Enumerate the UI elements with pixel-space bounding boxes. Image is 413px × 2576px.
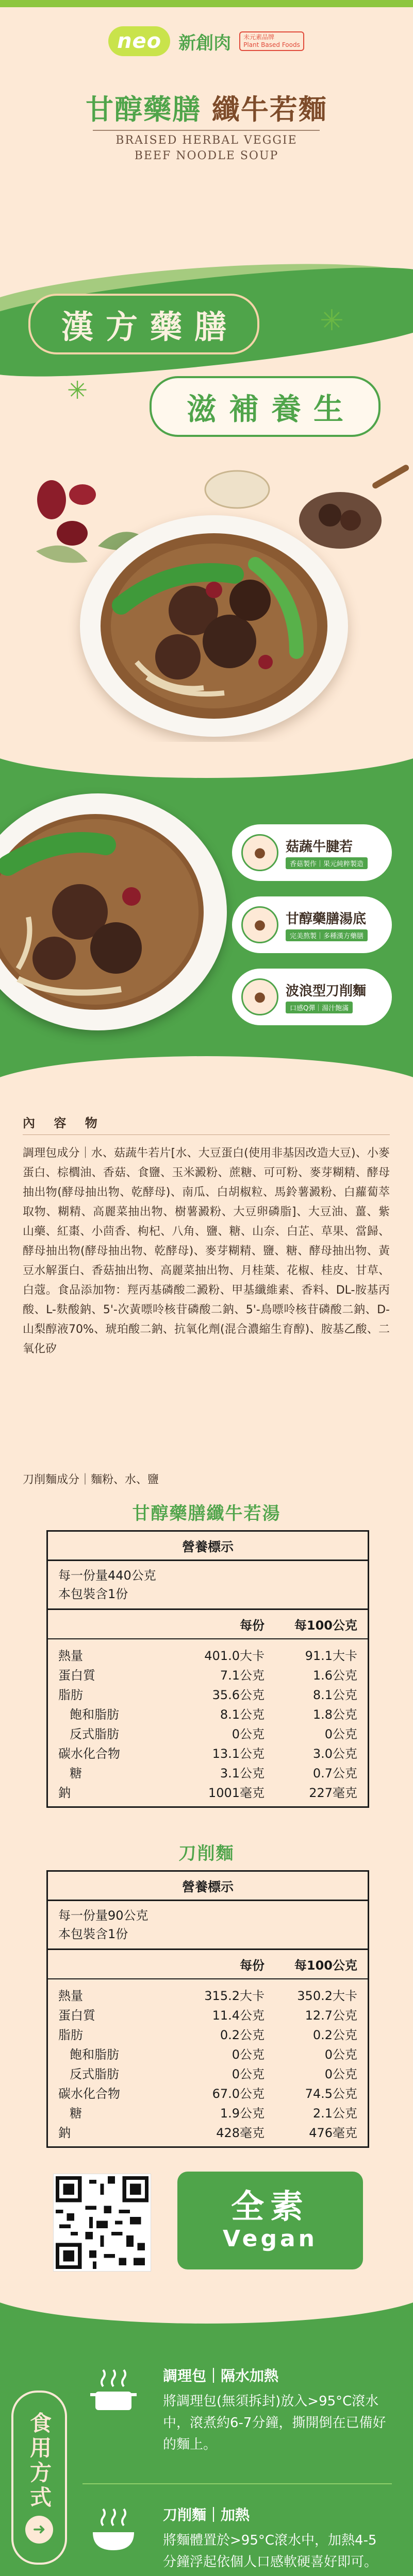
cooking-step-2 <box>163 2504 390 2573</box>
nutrient-name: 鈉 <box>58 1785 71 1800</box>
feature-title: 菇蔬牛腱若 <box>286 839 353 855</box>
feature-icon: ● <box>241 978 278 1015</box>
nutrient-per-100g: 74.5公克 <box>305 2086 357 2101</box>
nutrient-name: 反式脂肪 <box>70 1726 119 1741</box>
nutrient-name: 糖 <box>70 2106 82 2121</box>
nutrient-per-100g: 91.1大卡 <box>305 1648 357 1663</box>
nutrient-per-serving: 0公克 <box>232 1726 265 1741</box>
nutrient-name: 熱量 <box>58 1648 83 1663</box>
nutrition-soup-heading: 甘醇藥膳纖牛若湯 <box>132 1503 281 1524</box>
nutrient-per-serving: 8.1公克 <box>220 1707 265 1722</box>
nutrient-per-serving: 428毫克 <box>216 2125 265 2140</box>
nutrient-name: 碳水化合物 <box>58 2086 120 2101</box>
nutrition-row <box>48 2063 368 2082</box>
nutrition-row <box>48 2122 368 2141</box>
nutrient-per-100g: 0.2公克 <box>312 2027 357 2042</box>
subtitle-line1: BRAISED HERBAL VEGGIE <box>115 134 298 147</box>
nutrition-noodle-heading: 刀削麵 <box>178 1843 235 1864</box>
nutrient-per-serving: 11.4公克 <box>212 2008 265 2023</box>
nutrient-name: 熱量 <box>58 1988 83 2003</box>
nutrient-per-serving: 315.2大卡 <box>204 1988 265 2003</box>
qr-code-image <box>56 2176 148 2269</box>
serving-size: 每一份量90公克 <box>58 1908 148 1923</box>
nutrient-name: 蛋白質 <box>58 1668 95 1683</box>
nutrition-row <box>48 2102 368 2122</box>
vegan-label-en: Vegan <box>223 2225 318 2252</box>
cooking-method-label: 食用方式 <box>27 2412 52 2511</box>
ingredients-divider <box>23 1134 390 1135</box>
product-subtitle <box>0 133 413 164</box>
wave-top <box>0 2287 413 2324</box>
nutrient-per-100g: 2.1公克 <box>312 2106 357 2121</box>
nutrient-per-100g: 12.7公克 <box>305 2008 357 2023</box>
nutrient-name: 碳水化合物 <box>58 1746 120 1761</box>
nutrition-rows <box>48 1979 368 2146</box>
seal-nourish <box>150 376 381 437</box>
nutrient-per-serving: 3.1公克 <box>220 1766 265 1781</box>
feature-badge: 香菇製作｜果元純粹製造 <box>286 857 368 869</box>
nutrient-per-100g: 476毫克 <box>309 2125 357 2140</box>
features-section <box>0 742 413 1092</box>
cooking-step-title: 刀削麵｜加熱 <box>163 2506 250 2523</box>
nutrient-per-100g: 1.6公克 <box>312 1668 357 1683</box>
noodle-toppings <box>101 533 327 719</box>
nutrient-per-100g: 1.8公克 <box>312 1707 357 1722</box>
nutrition-row <box>48 2082 368 2102</box>
serving-info <box>48 1901 368 1950</box>
nutrition-soup-table <box>46 1530 369 1808</box>
feature-badge: 完美熬製｜多種漢方藥膳 <box>286 929 368 941</box>
nutrient-name: 脂肪 <box>58 1687 83 1702</box>
feature-icon: ● <box>241 834 278 871</box>
nutrition-column-header <box>48 1950 368 1979</box>
col-per-100g: 每100公克 <box>294 1618 357 1633</box>
nutrition-row <box>48 1703 368 1723</box>
cooking-method-badge <box>11 2391 67 2565</box>
top-stripe <box>0 0 413 7</box>
wave-bottom <box>0 1056 413 1092</box>
nutrition-row <box>48 1762 368 1782</box>
brand-tag <box>239 31 304 51</box>
servings-per-pack: 本包裝含1份 <box>58 1927 128 1941</box>
product-title <box>0 88 413 127</box>
vegan-badge <box>177 2172 363 2269</box>
nutrient-per-serving: 401.0大卡 <box>204 1648 265 1663</box>
title-divider <box>93 130 320 131</box>
sparkle-icon: ✳ <box>320 304 344 337</box>
nutrition-row <box>48 2043 368 2063</box>
subtitle-line2: BEEF NOODLE SOUP <box>134 149 279 162</box>
nutrient-name: 飽和脂肪 <box>70 2047 119 2062</box>
nutrient-name: 反式脂肪 <box>70 2066 119 2081</box>
product-title-part2: 纖牛若麵 <box>211 93 327 126</box>
nutrient-per-100g: 8.1公克 <box>312 1687 357 1702</box>
feature-tag <box>232 969 392 1025</box>
brand-header <box>103 21 309 62</box>
nutrient-per-100g: 0公克 <box>324 2047 357 2062</box>
nutrition-row <box>48 1723 368 1742</box>
nutrient-per-100g: 0.7公克 <box>312 1766 357 1781</box>
hero-section <box>0 0 413 742</box>
nutrient-per-serving: 0公克 <box>232 2047 265 2062</box>
nutrition-row <box>48 2004 368 2024</box>
nutrition-soup-section <box>0 1499 413 1834</box>
nutrient-per-serving: 1.9公克 <box>220 2106 265 2121</box>
qr-code[interactable] <box>54 2174 151 2271</box>
wave-top <box>0 742 413 778</box>
feature-tag <box>232 824 392 881</box>
ingredients-heading: 內 容 物 <box>23 1116 105 1130</box>
seal-herbal-text: 漢方藥膳 <box>61 308 239 346</box>
boiling-pot-icon <box>88 2365 139 2416</box>
col-per-serving: 每份 <box>240 1958 265 1973</box>
nutrition-table-title: 營養標示 <box>48 1532 368 1561</box>
cooking-step-title: 調理包｜隔水加熱 <box>163 2367 279 2384</box>
nutrition-row <box>48 1664 368 1684</box>
nutrition-row <box>48 1645 368 1664</box>
col-per-serving: 每份 <box>240 1618 265 1633</box>
cooking-step-1 <box>163 2365 390 2455</box>
nutrient-per-serving: 0公克 <box>232 2066 265 2081</box>
cooking-divider <box>82 2483 392 2484</box>
vegan-label-zh: 全素 <box>231 2188 309 2227</box>
nutrient-per-serving: 13.1公克 <box>212 1746 265 1761</box>
seal-herbal <box>28 294 259 354</box>
sparkle-icon: ✳ <box>67 376 88 405</box>
nutrient-per-serving: 1001毫克 <box>208 1785 265 1800</box>
nutrient-per-100g: 227毫克 <box>309 1785 357 1800</box>
nutrition-row <box>48 2024 368 2043</box>
noodle-bowl-icon <box>88 2504 139 2555</box>
feature-tag <box>232 896 392 953</box>
servings-per-pack: 本包裝含1份 <box>58 1587 128 1601</box>
brand-name: 新創肉 <box>178 32 232 54</box>
nutrient-name: 飽和脂肪 <box>70 1707 119 1722</box>
nutrient-per-100g: 0公克 <box>324 2066 357 2081</box>
serving-size: 每一份量440公克 <box>58 1568 156 1583</box>
neo-logo: neo <box>108 26 170 56</box>
nutrient-per-100g: 0公克 <box>324 1726 357 1741</box>
nutrient-per-serving: 67.0公克 <box>212 2086 265 2101</box>
nutrition-noodle-section <box>0 1839 413 2174</box>
cooking-section <box>0 2287 413 2576</box>
ingredients-text: 調理包成分｜水、菇蔬牛若片[水、大豆蛋白(使用非基因改造大豆)、小麥蛋白、棕櫚油、香菇、食鹽、玉米澱粉、蔗糖、可可粉、麥芽糊精、酵母抽出物(酵母抽出物、乾酵母)、南瓜、白胡椒粒、馬鈴薯澱粉、白蘿蔔萃取物、糊精、高麗菜抽出物、樹薯澱粉、大豆卵磷脂]、大豆油、薑、紫山藥、紅棗、小茴香、枸杞、八角、鹽、糖、山奈、白芷、草果、當歸、酵母抽出物(酵母抽出物、乾酵母)、麥芽糊精、鹽、糖、酵母抽出物、黃豆水解蛋白、香菇抽出物、高麗菜抽出物、月桂葉、花椒、桂皮、甘草、白蔻。食品添加物：羥丙基磷酸二澱粉、甲基纖維素、香料、DL-胺基丙酸、L-麩酸鈉、5'-次黃嘌呤核苷磷酸二鈉、5'-鳥嘌呤核苷磷酸二鈉、D-山梨醇液70%、琥珀酸二鈉、抗氧化劑(混合濃縮生育醇)、胺基乙酸、二氧化矽 <box>23 1147 390 1355</box>
nutrient-per-100g: 350.2大卡 <box>297 1988 357 2003</box>
nutrient-per-100g: 3.0公克 <box>312 1746 357 1761</box>
feature-icon: ● <box>241 906 278 943</box>
brand-tag-line1: 未元素品牌 <box>243 33 275 41</box>
nutrition-row <box>48 1684 368 1703</box>
serving-info <box>48 1561 368 1610</box>
seal-nourish-text: 滋補養生 <box>186 392 356 427</box>
feature-badge: 口感Q彈｜湯汁飽滿 <box>286 1002 353 1013</box>
arrow-right-icon: ➜ <box>25 2516 53 2544</box>
nutrition-row <box>48 1742 368 1762</box>
herb-slice-illustration <box>201 464 273 515</box>
cooking-step-desc: 將調理包(無須拆封)放入>95°C滾水中，滾煮約6-7分鐘，撕開倒在已備好的麵上。 <box>163 2394 386 2452</box>
nutrition-rows <box>48 1639 368 1806</box>
nutrition-noodle-table <box>46 1870 369 2148</box>
product-title-part1: 甘醇藥膳 <box>86 93 202 126</box>
nutrition-row <box>48 1782 368 1801</box>
nutrient-per-serving: 0.2公克 <box>220 2027 265 2042</box>
col-per-100g: 每100公克 <box>294 1958 357 1973</box>
ingredients-section <box>0 1092 413 1499</box>
feature-title: 波浪型刀削麵 <box>286 984 367 999</box>
brand-tag-line2: Plant Based Foods <box>243 41 300 48</box>
nutrient-per-serving: 7.1公克 <box>220 1668 265 1683</box>
noodle-toppings-2 <box>0 814 204 1010</box>
nutrient-name: 脂肪 <box>58 2027 83 2042</box>
nutrition-row <box>48 1985 368 2004</box>
nutrition-table-title: 營養標示 <box>48 1872 368 1901</box>
nutrient-name: 蛋白質 <box>58 2008 95 2023</box>
feature-title: 甘醇藥膳湯底 <box>286 911 367 927</box>
noodle-ingredients: 刀削麵成分｜麵粉、水、鹽 <box>23 1473 159 1486</box>
nutrient-name: 糖 <box>70 1766 82 1781</box>
nutrient-per-serving: 35.6公克 <box>212 1687 265 1702</box>
nutrient-name: 鈉 <box>58 2125 71 2140</box>
cooking-step-desc: 將麵體置於>95°C滾水中，加熱4-5分鐘浮起依個人口感軟硬喜好即可。 <box>163 2533 378 2570</box>
nutrition-column-header <box>48 1610 368 1639</box>
